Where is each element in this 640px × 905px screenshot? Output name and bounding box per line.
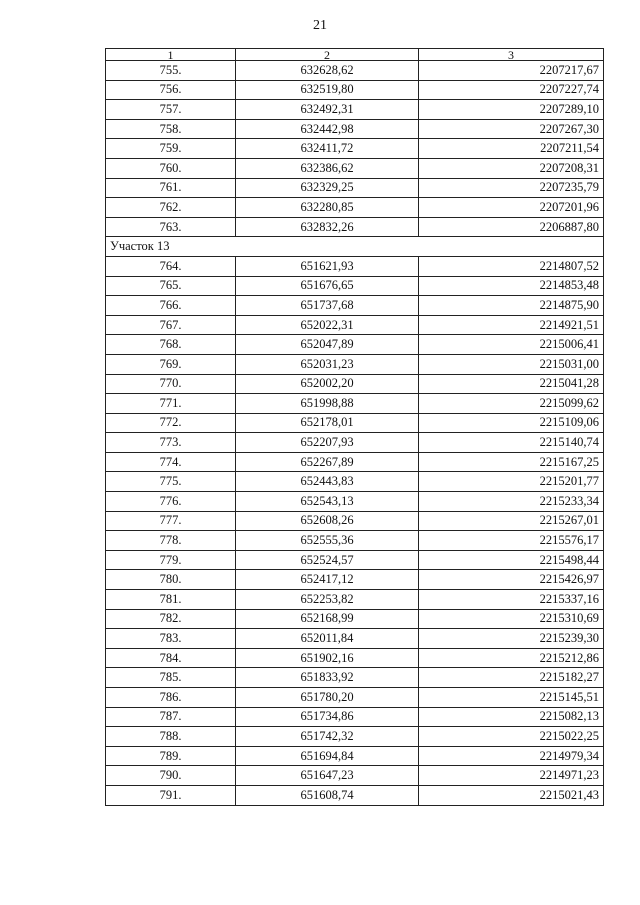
point-number: 758. (106, 119, 236, 139)
point-number: 786. (106, 688, 236, 708)
table-row (106, 746, 604, 766)
point-number: 768. (106, 335, 236, 355)
table-row (106, 80, 604, 100)
coord-y: 2214875,90 (419, 296, 604, 316)
coord-x: 632442,98 (236, 119, 419, 139)
point-number: 775. (106, 472, 236, 492)
table-row (106, 629, 604, 649)
table-body (106, 61, 604, 806)
coord-x: 651734,86 (236, 707, 419, 727)
coord-y: 2207267,30 (419, 119, 604, 139)
coord-y: 2215233,34 (419, 492, 604, 512)
table-row (106, 198, 604, 218)
coord-y: 2214853,48 (419, 276, 604, 296)
coord-y: 2214807,52 (419, 256, 604, 276)
coord-x: 651742,32 (236, 727, 419, 747)
coord-y: 2215239,30 (419, 629, 604, 649)
coord-x: 632832,26 (236, 217, 419, 237)
point-number: 789. (106, 746, 236, 766)
coord-x: 652443,83 (236, 472, 419, 492)
point-number: 766. (106, 296, 236, 316)
coord-x: 651902,16 (236, 648, 419, 668)
coord-y: 2215145,51 (419, 688, 604, 708)
coord-y: 2215099,62 (419, 394, 604, 414)
coord-x: 652002,20 (236, 374, 419, 394)
coord-y: 2215426,97 (419, 570, 604, 590)
coord-x: 652022,31 (236, 315, 419, 335)
table-row (106, 550, 604, 570)
table-row (106, 609, 604, 629)
point-number: 777. (106, 511, 236, 531)
coord-x: 652543,13 (236, 492, 419, 512)
coord-y: 2215167,25 (419, 452, 604, 472)
point-number: 764. (106, 256, 236, 276)
coord-x: 632329,25 (236, 178, 419, 198)
coord-x: 652608,26 (236, 511, 419, 531)
point-number: 783. (106, 629, 236, 649)
table-row (106, 648, 604, 668)
coord-y: 2214979,34 (419, 746, 604, 766)
coord-x: 652267,89 (236, 452, 419, 472)
table-row (106, 100, 604, 120)
coord-x: 651621,93 (236, 256, 419, 276)
coord-x: 652417,12 (236, 570, 419, 590)
coord-x: 651676,65 (236, 276, 419, 296)
table-row (106, 276, 604, 296)
point-number: 767. (106, 315, 236, 335)
point-number: 787. (106, 707, 236, 727)
coord-x: 651737,68 (236, 296, 419, 316)
coord-x: 652047,89 (236, 335, 419, 355)
coord-y: 2215006,41 (419, 335, 604, 355)
table-row (106, 394, 604, 414)
coord-x: 652555,36 (236, 531, 419, 551)
coord-y: 2207227,74 (419, 80, 604, 100)
coord-x: 652207,93 (236, 433, 419, 453)
coord-y: 2207217,67 (419, 61, 604, 81)
point-number: 755. (106, 61, 236, 81)
table-row (106, 61, 604, 81)
header-col-3: 3 (419, 49, 604, 61)
coord-y: 2215267,01 (419, 511, 604, 531)
coord-x: 652168,99 (236, 609, 419, 629)
table-row (106, 315, 604, 335)
table-row (106, 472, 604, 492)
coord-x: 652178,01 (236, 413, 419, 433)
header-row (106, 49, 604, 61)
coord-y: 2214971,23 (419, 766, 604, 786)
table-row (106, 374, 604, 394)
coord-y: 2215031,00 (419, 354, 604, 374)
point-number: 765. (106, 276, 236, 296)
coord-x: 651833,92 (236, 668, 419, 688)
table-row (106, 256, 604, 276)
point-number: 779. (106, 550, 236, 570)
coord-y: 2215337,16 (419, 590, 604, 610)
section-row (106, 237, 604, 257)
table-row (106, 354, 604, 374)
coord-x: 632628,62 (236, 61, 419, 81)
table-row (106, 492, 604, 512)
header-col-2: 2 (236, 49, 419, 61)
point-number: 771. (106, 394, 236, 414)
point-number: 780. (106, 570, 236, 590)
table-row (106, 296, 604, 316)
table-row (106, 139, 604, 159)
point-number: 762. (106, 198, 236, 218)
point-number: 772. (106, 413, 236, 433)
coord-y: 2215310,69 (419, 609, 604, 629)
table-row (106, 570, 604, 590)
table-row (106, 178, 604, 198)
point-number: 788. (106, 727, 236, 747)
coord-y: 2215082,13 (419, 707, 604, 727)
coord-x: 652253,82 (236, 590, 419, 610)
coord-x: 651608,74 (236, 785, 419, 805)
point-number: 784. (106, 648, 236, 668)
table-row (106, 158, 604, 178)
table-row (106, 119, 604, 139)
point-number: 770. (106, 374, 236, 394)
table-row (106, 452, 604, 472)
point-number: 761. (106, 178, 236, 198)
coord-y: 2207201,96 (419, 198, 604, 218)
coord-y: 2215576,17 (419, 531, 604, 551)
coord-y: 2215140,74 (419, 433, 604, 453)
coordinates-table (105, 48, 604, 806)
point-number: 769. (106, 354, 236, 374)
coord-y: 2207235,79 (419, 178, 604, 198)
table-row (106, 727, 604, 747)
table-row (106, 335, 604, 355)
coord-y: 2215041,28 (419, 374, 604, 394)
table-row (106, 668, 604, 688)
point-number: 756. (106, 80, 236, 100)
coord-x: 652524,57 (236, 550, 419, 570)
table-row (106, 531, 604, 551)
point-number: 782. (106, 609, 236, 629)
point-number: 774. (106, 452, 236, 472)
point-number: 763. (106, 217, 236, 237)
coord-y: 2207208,31 (419, 158, 604, 178)
point-number: 760. (106, 158, 236, 178)
coord-x: 652011,84 (236, 629, 419, 649)
table-row (106, 590, 604, 610)
coord-y: 2215201,77 (419, 472, 604, 492)
coord-x: 632280,85 (236, 198, 419, 218)
coord-y: 2215212,86 (419, 648, 604, 668)
table-row (106, 688, 604, 708)
table-header (106, 49, 604, 61)
coord-x: 632492,31 (236, 100, 419, 120)
table-row (106, 511, 604, 531)
table-row (106, 766, 604, 786)
point-number: 778. (106, 531, 236, 551)
point-number: 773. (106, 433, 236, 453)
point-number: 757. (106, 100, 236, 120)
point-number: 759. (106, 139, 236, 159)
section-title: Участок 13 (106, 237, 604, 257)
coord-y: 2215498,44 (419, 550, 604, 570)
coord-y: 2215182,27 (419, 668, 604, 688)
coord-x: 652031,23 (236, 354, 419, 374)
coord-y: 2215109,06 (419, 413, 604, 433)
coord-x: 651647,23 (236, 766, 419, 786)
coord-y: 2215022,25 (419, 727, 604, 747)
table-row (106, 785, 604, 805)
coord-x: 632386,62 (236, 158, 419, 178)
page-number: 21 (313, 18, 327, 33)
table-row (106, 707, 604, 727)
point-number: 785. (106, 668, 236, 688)
point-number: 791. (106, 785, 236, 805)
table-row (106, 413, 604, 433)
point-number: 776. (106, 492, 236, 512)
coord-x: 632411,72 (236, 139, 419, 159)
point-number: 781. (106, 590, 236, 610)
coord-y: 2206887,80 (419, 217, 604, 237)
coord-y: 2207289,10 (419, 100, 604, 120)
coord-x: 651694,84 (236, 746, 419, 766)
coord-y: 2207211,54 (419, 139, 604, 159)
coord-y: 2214921,51 (419, 315, 604, 335)
coord-x: 651780,20 (236, 688, 419, 708)
table-row (106, 217, 604, 237)
coord-x: 632519,80 (236, 80, 419, 100)
coord-x: 651998,88 (236, 394, 419, 414)
header-col-1: 1 (106, 49, 236, 61)
point-number: 790. (106, 766, 236, 786)
table-row (106, 433, 604, 453)
coord-y: 2215021,43 (419, 785, 604, 805)
